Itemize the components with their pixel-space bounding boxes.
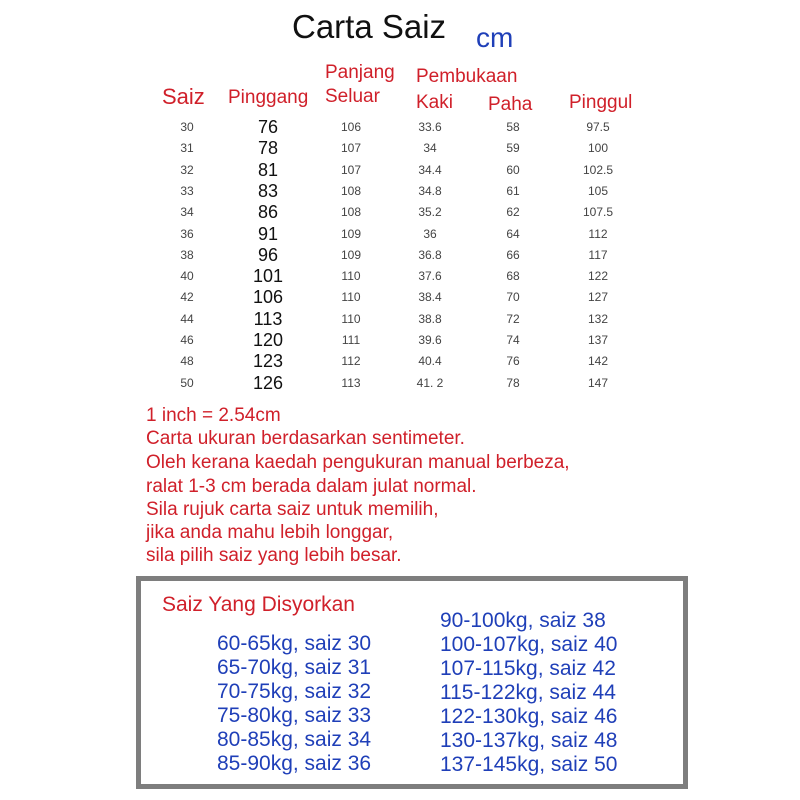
cell-waist: 81 bbox=[257, 159, 279, 180]
cell-length: 110 bbox=[341, 269, 361, 284]
header-pembukaan-line1: Pembukaan bbox=[416, 66, 518, 87]
cell-size: 44 bbox=[180, 311, 194, 326]
cell-hip: 137 bbox=[587, 333, 609, 347]
cell-hip: 132 bbox=[587, 311, 609, 326]
cell-thigh: 61 bbox=[506, 183, 520, 198]
cell-leg-opening: 36 bbox=[423, 226, 437, 241]
recommended-item: 85-90kg, saiz 36 bbox=[217, 752, 372, 775]
recommended-item: 122-130kg, saiz 46 bbox=[440, 705, 618, 728]
recommended-item: 137-145kg, saiz 50 bbox=[440, 753, 618, 776]
cell-thigh: 76 bbox=[506, 354, 520, 369]
cell-length: 113 bbox=[341, 375, 361, 390]
recommended-item: 60-65kg, saiz 30 bbox=[217, 632, 372, 655]
recommended-item: 70-75kg, saiz 32 bbox=[217, 680, 372, 703]
cell-hip: 122 bbox=[587, 269, 609, 284]
cell-length: 109 bbox=[340, 226, 362, 241]
cell-hip: 147 bbox=[587, 375, 609, 390]
cell-size: 32 bbox=[180, 162, 194, 177]
cell-hip: 105 bbox=[587, 183, 609, 198]
cell-thigh: 78 bbox=[506, 375, 520, 390]
cell-size: 46 bbox=[180, 333, 194, 347]
header-panjang-line2: Seluar bbox=[325, 86, 380, 107]
note-line: sila pilih saiz yang lebih besar. bbox=[146, 545, 402, 566]
header-panjang-line1: Panjang bbox=[325, 62, 395, 83]
cell-length: 110 bbox=[341, 290, 361, 305]
cell-leg-opening: 38.8 bbox=[418, 311, 442, 326]
cell-waist: 106 bbox=[252, 287, 284, 308]
cell-thigh: 74 bbox=[506, 333, 520, 347]
cell-waist: 96 bbox=[257, 244, 279, 265]
note-line: Carta ukuran berdasarkan sentimeter. bbox=[146, 428, 465, 449]
note-line: Sila rujuk carta saiz untuk memilih, bbox=[146, 499, 439, 520]
header-pinggul: Pinggul bbox=[569, 92, 633, 113]
recommended-item: 90-100kg, saiz 38 bbox=[440, 609, 606, 632]
recommended-item: 65-70kg, saiz 31 bbox=[217, 656, 372, 679]
cell-thigh: 68 bbox=[506, 269, 520, 284]
cell-leg-opening: 38.4 bbox=[418, 290, 442, 305]
cell-hip: 97.5 bbox=[586, 120, 610, 134]
header-pinggang: Pinggang bbox=[228, 87, 309, 108]
cell-waist: 78 bbox=[257, 138, 279, 159]
cell-size: 40 bbox=[180, 269, 194, 284]
cell-waist: 123 bbox=[252, 351, 284, 372]
cell-hip: 100 bbox=[587, 141, 609, 156]
cell-hip: 127 bbox=[587, 290, 609, 305]
cell-hip: 142 bbox=[587, 354, 609, 369]
cell-size: 42 bbox=[180, 290, 194, 305]
cell-thigh: 72 bbox=[506, 311, 520, 326]
cell-size: 48 bbox=[180, 354, 194, 369]
header-pembukaan-line2: Kaki bbox=[416, 92, 453, 113]
recommended-item: 100-107kg, saiz 40 bbox=[440, 633, 618, 656]
cell-leg-opening: 40.4 bbox=[418, 354, 442, 369]
cell-size: 36 bbox=[180, 226, 194, 241]
recommended-item: 75-80kg, saiz 33 bbox=[217, 704, 372, 727]
recommended-item: 130-137kg, saiz 48 bbox=[440, 729, 618, 752]
cell-leg-opening: 36.8 bbox=[418, 247, 442, 262]
cell-hip: 107.5 bbox=[582, 205, 614, 220]
header-saiz: Saiz bbox=[162, 84, 205, 109]
cell-leg-opening: 39.6 bbox=[418, 333, 442, 347]
cell-length: 110 bbox=[341, 311, 361, 326]
cell-waist: 91 bbox=[257, 223, 279, 244]
cell-thigh: 70 bbox=[506, 290, 520, 305]
cell-waist: 76 bbox=[257, 117, 279, 137]
recommended-title: Saiz Yang Disyorkan bbox=[162, 593, 355, 616]
cell-leg-opening: 41. 2 bbox=[416, 375, 444, 390]
cell-length: 107 bbox=[340, 141, 362, 156]
cell-waist: 83 bbox=[257, 180, 279, 201]
cell-size: 33 bbox=[180, 183, 194, 198]
note-line: Oleh kerana kaedah pengukuran manual berbeza, bbox=[146, 452, 570, 473]
cell-size: 30 bbox=[180, 120, 194, 134]
cell-size: 31 bbox=[180, 141, 194, 156]
cell-waist: 86 bbox=[257, 202, 279, 223]
cell-hip: 102.5 bbox=[582, 162, 614, 177]
cell-thigh: 60 bbox=[506, 162, 520, 177]
cell-length: 109 bbox=[340, 247, 362, 262]
recommended-item: 107-115kg, saiz 42 bbox=[440, 657, 616, 680]
cell-waist: 101 bbox=[252, 266, 284, 287]
cell-thigh: 66 bbox=[506, 247, 520, 262]
recommended-item: 115-122kg, saiz 44 bbox=[440, 681, 616, 704]
note-line: jika anda mahu lebih longgar, bbox=[146, 522, 394, 543]
cell-hip: 117 bbox=[588, 247, 608, 262]
cell-leg-opening: 34 bbox=[423, 141, 437, 156]
cell-thigh: 62 bbox=[506, 205, 520, 220]
cell-length: 111 bbox=[341, 333, 361, 347]
cell-size: 38 bbox=[180, 247, 194, 262]
cell-leg-opening: 34.4 bbox=[418, 162, 442, 177]
cell-size: 34 bbox=[180, 205, 194, 220]
cell-waist: 126 bbox=[252, 372, 284, 393]
cell-length: 112 bbox=[341, 354, 361, 369]
cell-length: 106 bbox=[340, 120, 362, 134]
cell-thigh: 64 bbox=[506, 226, 520, 241]
cell-leg-opening: 33.6 bbox=[418, 120, 442, 134]
cell-thigh: 59 bbox=[506, 141, 520, 156]
unit-label: cm bbox=[476, 22, 514, 53]
recommended-item: 80-85kg, saiz 34 bbox=[217, 728, 372, 751]
cell-length: 108 bbox=[340, 183, 362, 198]
cell-hip: 112 bbox=[588, 226, 608, 241]
cell-thigh: 58 bbox=[506, 120, 520, 134]
header-paha: Paha bbox=[488, 94, 533, 115]
cell-waist: 120 bbox=[252, 330, 284, 350]
cell-waist: 113 bbox=[253, 308, 283, 329]
cell-leg-opening: 37.6 bbox=[418, 269, 442, 284]
cell-leg-opening: 35.2 bbox=[418, 205, 442, 220]
cell-length: 107 bbox=[340, 162, 362, 177]
note-line: 1 inch = 2.54cm bbox=[146, 405, 281, 426]
cell-length: 108 bbox=[340, 205, 362, 220]
page-title: Carta Saiz bbox=[292, 8, 447, 45]
cell-size: 50 bbox=[180, 375, 194, 390]
cell-leg-opening: 34.8 bbox=[418, 183, 442, 198]
note-line: ralat 1-3 cm berada dalam julat normal. bbox=[146, 476, 477, 497]
